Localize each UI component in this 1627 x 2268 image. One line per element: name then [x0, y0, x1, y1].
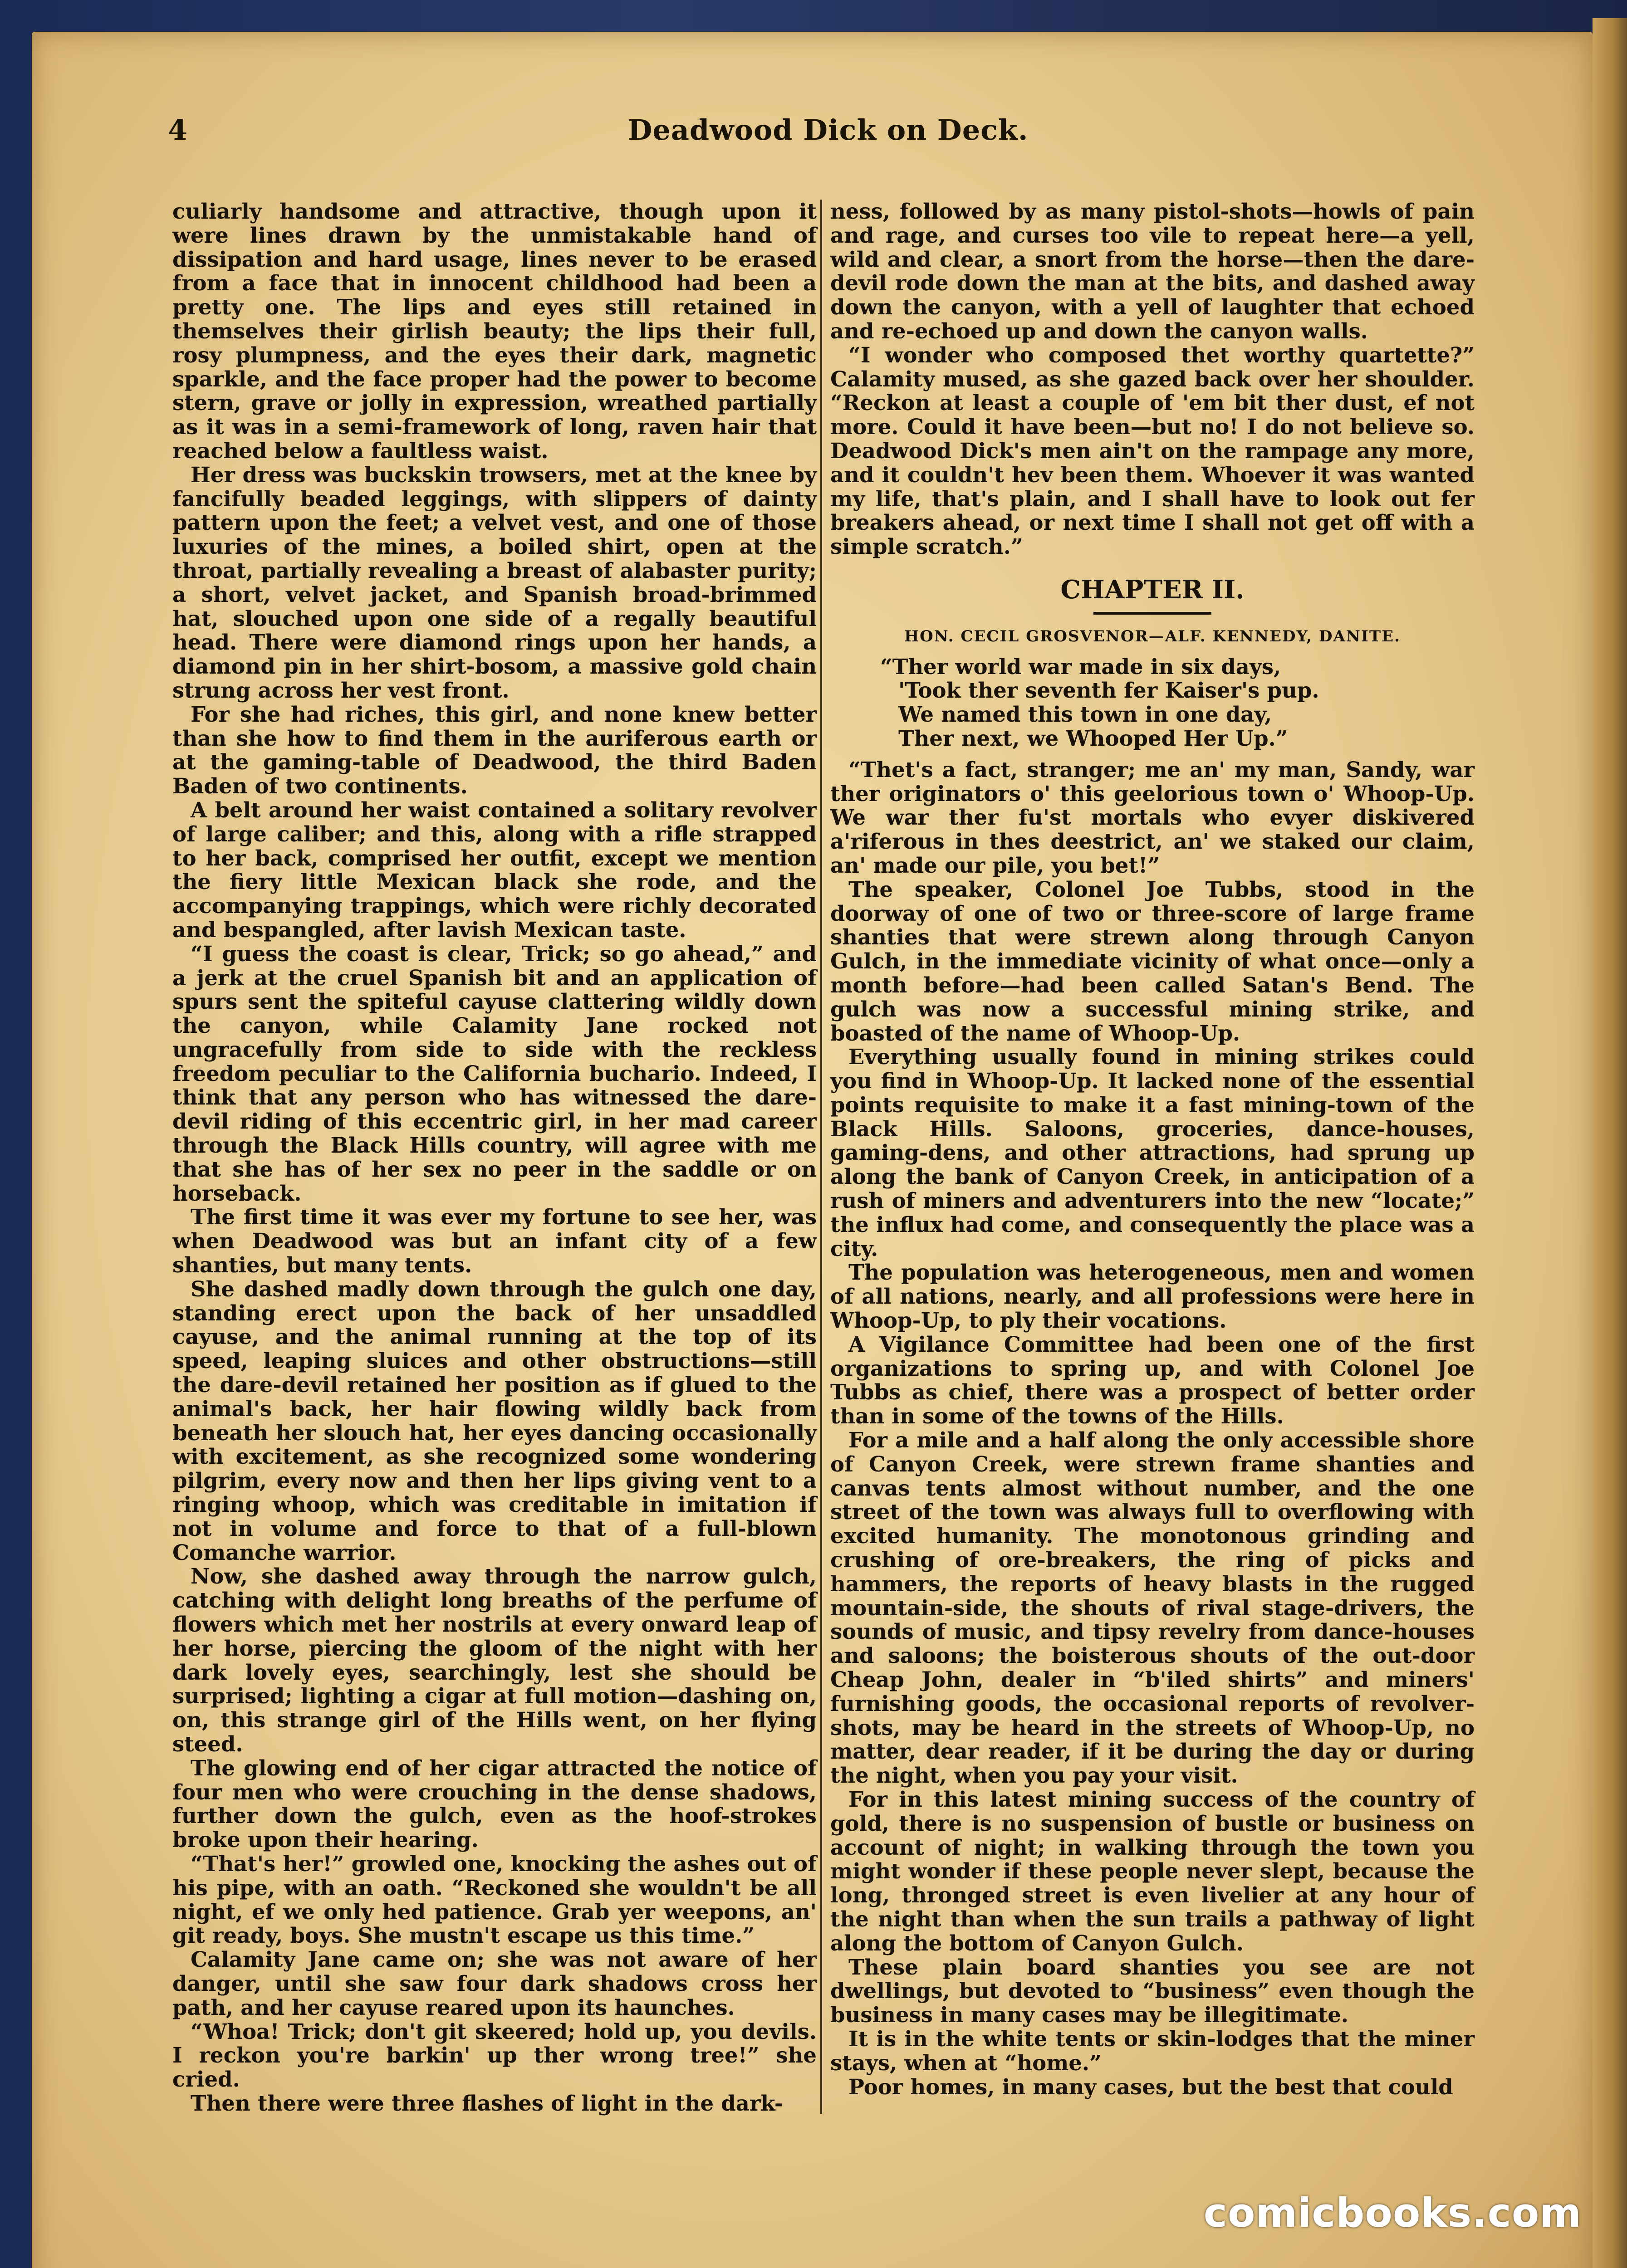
- verse-line: Ther next, we Whooped Her Up.”: [898, 725, 1288, 751]
- paragraph: “That's her!” growled one, knocking the ashes out of his pipe, with an oath. “Reckoned she wouldn't be all night, ef we only hed patience. Grab yer weepons, an' git ready, boys. She mustn't escape us this time.”: [172, 1851, 817, 1948]
- paragraph: For a mile and a half along the only accessible shore of Canyon Creek, were strewn frame shanties and canvas tents almost without number, and the one street of the town was always full to overflowing with excited humanity. The monotonous grinding and crushing of ore-breakers, the ring of picks and hammers, the reports of heavy blasts in the rugged mountain-side, the shouts of rival stage-drivers, the sounds of music, and tipsy revelry from dance-houses and saloons; the boisterous shouts of the out-door Cheap John, dealer in “b'iled shirts” and miners' furnishing goods, the occasional reports of revolver-shots, may be heard in the streets of Whoop-Up, no matter, dear reader, if it be during the day or during the night, when you pay your visit.: [830, 1427, 1475, 1788]
- paragraph: culiarly handsome and attractive, though upon it were lines drawn by the unmistakable hand of dissipation and hard usage, lines never to be erased from a face that in innocent childhood had been a pretty one. The lips and eyes still retained in themselves their girlish beauty; the lips their full, rosy plumpness, and the eyes their dark, magnetic sparkle, and the face proper had the power to become stern, grave or jolly in expression, wreathed partially as it was in a semi-framework of long, raven hair that reached below a faultless waist.: [172, 199, 817, 463]
- paragraph: For in this latest mining success of the country of gold, there is no suspension of bustle or business on account of night; in walking through the town you might wonder if these people never slept, because the long, thronged street is even livelier at any hour of the night than when the sun trails a pathway of light along the bottom of Canyon Gulch.: [830, 1787, 1475, 1955]
- paragraph: Everything usually found in mining strikes could you find in Whoop-Up. It lacked none of the essential points requisite to make it a fast mining-town of the Black Hills. Saloons, groceries, dance-houses, gaming-dens, and other attractions, had sprung up along the bank of Canyon Creek, in anticipation of a rush of miners and adventurers into the new “locate;” the influx had come, and consequently the place was a city.: [830, 1044, 1475, 1261]
- chapter-verse: [880, 655, 1475, 751]
- paragraph: Her dress was buckskin trowsers, met at the knee by fancifully beaded leggings, with slippers of dainty pattern upon the feet; a velvet vest, and one of those luxuries of the mines, a boiled shirt, open at the throat, partially revealing a breast of alabaster purity; a short, velvet jacket, and Spanish broad-brimmed hat, slouched upon one side of a regally beautiful head. There were diamond rings upon her hands, a diamond pin in her shirt-bosom, a massive gold chain strung across her vest front.: [172, 462, 817, 703]
- chapter-subtitle: HON. CECIL GROSVENOR—ALF. KENNEDY, DANITE.: [904, 627, 1401, 645]
- paragraph: She dashed madly down through the gulch one day, standing erect upon the back of her unsaddled cayuse, and the animal running at the top of its speed, leaping sluices and other obstructions—still the dare-devil retained her position as if glued to the animal's back, her hair flowing wildly back from beneath her slouch hat, her eyes dancing occasionally with excitement, as she recognized some wondering pilgrim, every now and then her lips giving vent to a ringing whoop, which was creditable in imitation if not in volume and force to that of a full-blown Comanche warrior.: [172, 1276, 817, 1565]
- paragraph: A belt around her waist contained a solitary revolver of large caliber; and this, along with a rifle strapped to her back, comprised her outfit, except we mention the fiery little Mexican black she rode, and the accompanying trappings, which were richly decorated and bespangled, after lavish Mexican taste.: [172, 797, 817, 942]
- right-column: [830, 200, 1475, 2099]
- left-column: [172, 200, 817, 2116]
- paragraph: These plain board shanties you see are not dwellings, but devoted to “business” even though the business in many cases may be illegitimate.: [830, 1954, 1475, 2028]
- running-title: Deadwood Dick on Deck.: [627, 113, 1029, 147]
- verse-line: We named this town in one day,: [898, 702, 1272, 727]
- paragraph: It is in the white tents or skin-lodges that the miner stays, when at “home.”: [830, 2026, 1475, 2075]
- watermark-text: comicbooks.com: [1203, 2190, 1582, 2236]
- paragraph: For she had riches, this girl, and none knew better than she how to find them in the auriferous earth or at the gaming-table of Deadwood, the third Baden Baden of two continents.: [172, 701, 817, 799]
- paragraph: “I wonder who composed thet worthy quartette?” Calamity mused, as she gazed back over her shoulder. “Reckon at least a couple of 'em bit ther dust, ef not more. Could it have been—but no! I do not believe so. Deadwood Dick's men ain't on the rampage any more, and it couldn't hev been them. Whoever it was wanted my life, that's plain, and I shall have to look out fer breakers ahead, or next time I shall not get off with a simple scratch.”: [830, 342, 1475, 559]
- chapter-title: CHAPTER II.: [1060, 574, 1245, 605]
- page-header: [136, 104, 1520, 172]
- verse-line: 'Took ther seventh fer Kaiser's pup.: [898, 678, 1319, 703]
- verse-line: “Ther world war made in six days,: [880, 654, 1281, 679]
- paragraph: A Vigilance Committee had been one of the first organizations to spring up, and with Colonel Joe Tubbs as chief, there was a prospect of better order than in some of the towns of the Hills.: [830, 1331, 1475, 1429]
- paragraph: The population was heterogeneous, men and women of all nations, nearly, and all professions were here in Whoop-Up, to ply their vocations.: [830, 1260, 1475, 1333]
- paragraph: The speaker, Colonel Joe Tubbs, stood in the doorway of one of two or three-score of large frame shanties that were strewn along through Canyon Gulch, in the immediate vicinity of what once—only a month before—had been called Satan's Bend. The gulch was now a successful mining strike, and boasted of the name of Whoop-Up.: [830, 876, 1475, 1046]
- paragraph: Poor homes, in many cases, but the best that could: [848, 2074, 1453, 2099]
- paragraph: Then there were three flashes of light in the dark-: [191, 2090, 784, 2116]
- paragraph: Calamity Jane came on; she was not aware of her danger, until she saw four dark shadows cross her path, and her cayuse reared upon its haunches.: [172, 1947, 817, 2020]
- paragraph: The glowing end of her cigar attracted the notice of four men who were crouching in the dense shadows, further down the gulch, even as the hoof-strokes broke upon their hearing.: [172, 1755, 817, 1853]
- paragraph: “Thet's a fact, stranger; me an' my man, Sandy, war ther originators o' this geelorious town o' Whoop-Up. We war ther fu'st mortals who evyer diskivered a'riferous in thes deestrict, an' we staked our claim, an' made our pile, you bet!”: [830, 757, 1475, 878]
- column-divider: [820, 200, 822, 2114]
- chapter-rule: [1093, 612, 1211, 615]
- paragraph: “Whoa! Trick; don't git skeered; hold up, you devils. I reckon you're barkin' up ther wrong tree!” she cried.: [172, 2019, 817, 2092]
- paragraph: ness, followed by as many pistol-shots—howls of pain and rage, and curses too vile to repeat here—a yell, wild and clear, a snort from the horse—then the dare-devil rode down the man at the bits, and dashed away down the canyon, with a yell of laughter that echoed and re-echoed up and down the canyon walls.: [830, 199, 1475, 343]
- paragraph: “I guess the coast is clear, Trick; so go ahead,” and a jerk at the cruel Spanish bit and an application of spurs sent the spiteful cayuse clattering wildly down the canyon, while Calamity Jane rocked not ungracefully from side to side with the reckless freedom peculiar to the California buchario. Indeed, I think that any person who has witnessed the dare-devil riding of this eccentric girl, in her mad career through the Black Hills country, will agree with me that she has of her sex no peer in the saddle or on horseback.: [172, 941, 817, 1206]
- binding-spine: [1593, 18, 1627, 2268]
- page-number: 4: [168, 113, 188, 147]
- paragraph: The first time it was ever my fortune to see her, was when Deadwood was but an infant city of a few shanties, but many tents.: [172, 1204, 817, 1278]
- paragraph: Now, she dashed away through the narrow gulch, catching with delight long breaths of the perfume of flowers which met her nostrils at every onward leap of her horse, piercing the gloom of the night with her dark lovely eyes, searchingly, lest she should be surprised; lighting a cigar at full motion—dashing on, on, this strange girl of the Hills went, on her flying steed.: [172, 1564, 817, 1756]
